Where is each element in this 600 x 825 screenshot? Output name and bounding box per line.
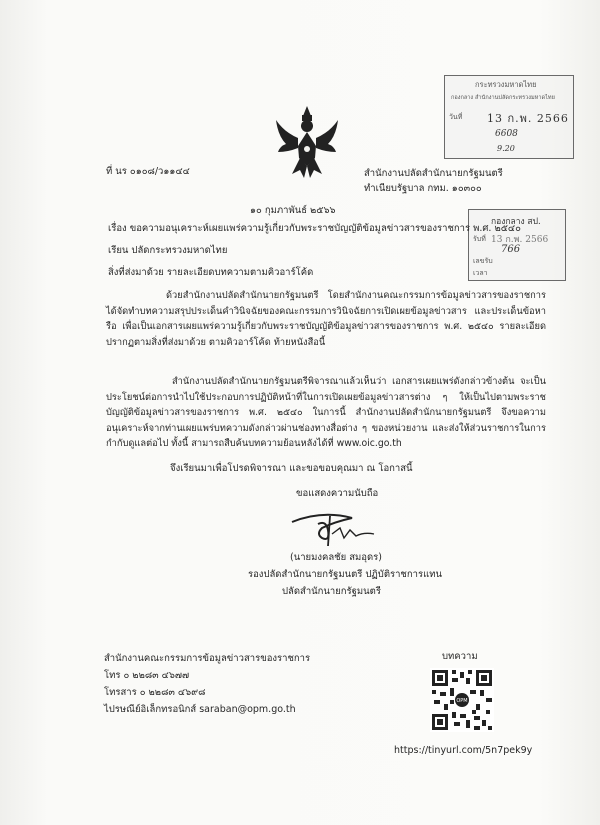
qr-url[interactable]: https://tinyurl.com/5n7pek9y (394, 745, 533, 756)
signatory-title-line1: รองปลัดสำนักนายกรัฐมนตรี ปฏิบัติราชการแทน (248, 569, 442, 580)
stamp2-label-time: เวลา (473, 269, 488, 277)
closing-line: ขอแสดงความนับถือ (296, 488, 379, 499)
stamp-time-value: 9.20 (497, 144, 515, 153)
stamp2-org: กองกลาง สป. (491, 217, 541, 227)
sender-address-line2: ทำเนียบรัฐบาล กทม. ๑๐๓๐๐ (364, 183, 482, 194)
footer-email: ไปรษณีย์อิเล็กทรอนิกส์ saraban@opm.go.th (104, 704, 296, 715)
enclosure-line: สิ่งที่ส่งมาด้วย รายละเอียดบทความตามคิวอาร์โค้ด (108, 267, 314, 278)
footer-phone: โทร ๐ ๒๒๘๓ ๔๖๗๗ (104, 670, 190, 681)
body-paragraph-1: ด้วยสำนักงานปลัดสำนักนายกรัฐมนตรี โดยสำนักงานคณะกรรมการข้อมูลข่าวสารของราชการ ได้จัดทำบทความสรุปประเด็นคำวินิจฉัยของคณะกรรมการวินิจฉัยการเปิดเผยข้อมูลข่าวสาร และประเด็นข้อหารือ เพื่อเป็นเอกสารเผยแพร่ความรู้เกี่ยวกับพระราชบัญญัติข้อมูลข่าวสารของราชการ พ.ศ. ๒๕๔๐ รายละเอียดปรากฏตามสิ่งที่ส่งมาด้วย ตามคิวอาร์โค้ด ท้ายหนังสือนี้ (106, 290, 546, 348)
qr-caption: บทความ (442, 651, 478, 662)
receipt-stamp-ministry (444, 75, 574, 159)
letter-date: ๑๐ กุมภาพันธ์ ๒๕๖๖ (250, 205, 336, 216)
handwritten-signature (282, 508, 392, 548)
stamp-number-value: 6608 (495, 129, 518, 139)
stamp-date-value: 13 ก.พ. 2566 (487, 112, 569, 125)
stamp2-number-value: 766 (501, 244, 521, 255)
body-paragraph-2: สำนักงานปลัดสำนักนายกรัฐมนตรีพิจารณาแล้วเห็นว่า เอกสารเผยแพร่ดังกล่าวข้างต้น จะเป็นประโยชน์ต่อการนำไปใช้ประกอบการปฏิบัติหน้าที่ในการเปิดเผยข้อมูลข่าวสารต่าง ๆ ให้เป็นไปตามพระราชบัญญัติข้อมูลข่าวสารของราชการ พ.ศ. ๒๕๔๐ ในการนี้ สำนักงานปลัดสำนักนายกรัฐมนตรี จึงขอความอนุเคราะห์จากท่านเผยแพร่บทความดังกล่าวผ่านช่องทางสื่อต่าง ๆ ของหน่วยงาน และส่งให้ส่วนราชการในการกำกับดูแลต่อไป ทั้งนี้ สามารถสืบค้นบทความย้อนหลังได้ที่ www.oic.go.th (106, 376, 546, 450)
stamp-date-label: วันที่ (449, 113, 463, 121)
body-paragraph-3: จึงเรียนมาเพื่อโปรดพิจารณา และขอขอบคุณมา ณ โอกาสนี้ (170, 463, 413, 474)
qr-code[interactable] (430, 668, 494, 732)
receipt-stamp-division (468, 209, 566, 281)
recipient-line: เรียน ปลัดกระทรวงมหาดไทย (108, 245, 228, 256)
footer-fax: โทรสาร ๐ ๒๒๘๓ ๔๖๙๘ (104, 687, 206, 698)
sender-address-line1: สำนักงานปลัดสำนักนายกรัฐมนตรี (364, 168, 503, 179)
qr-center-logo: OPM (456, 698, 468, 704)
stamp-org: กระทรวงมหาดไทย (475, 80, 537, 89)
signatory-name: (นายมงคลชัย สมอุดร) (290, 552, 382, 563)
footer-office: สำนักงานคณะกรรมการข้อมูลข่าวสารของราชการ (104, 653, 311, 664)
stamp2-label-date: รับที่ (473, 235, 486, 243)
stamp2-label-number: เลขรับ (473, 257, 493, 265)
signatory-title-line2: ปลัดสำนักนายกรัฐมนตรี (282, 586, 381, 597)
subject-line: เรื่อง ขอความอนุเคราะห์เผยแพร่ความรู้เกี่ยวกับพระราชบัญญัติข้อมูลข่าวสารของราชการ พ.ศ. ๒๕๔๐ (108, 223, 521, 234)
reference-number: ที่ นร ๐๑๐๘/ว๑๑๔๔ (106, 166, 190, 177)
stamp2-date-value: 13 ก.พ. 2566 (491, 235, 549, 245)
garuda-emblem-icon (272, 102, 342, 182)
stamp-unit: กองกลาง สำนักงานปลัดกระทรวงมหาดไทย (451, 95, 555, 101)
